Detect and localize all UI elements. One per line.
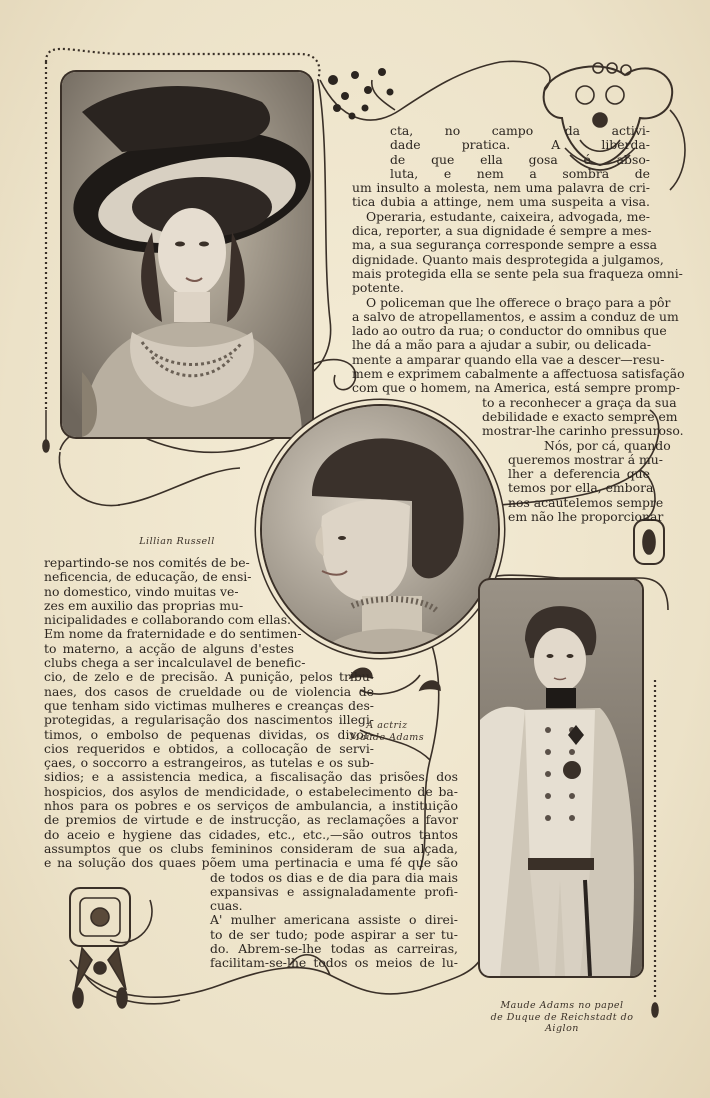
col2_lines-line: cios requeridos e obtidos, a collocação de servi- — [44, 740, 374, 756]
article-column-top — [352, 123, 685, 525]
col2_lines-line: do aceio e hygiene das cidades, etc., etc.,—são outros tantos — [44, 826, 458, 842]
col1_lines-line: dica, reporter, a sua dignidade é sempre a mes- — [352, 223, 652, 239]
col2_lines-line: que tenham sido victimas mulheres e creanças des- — [44, 697, 374, 713]
col1_lines-line: nos acautelemos sempre — [508, 494, 664, 510]
col1_lines-line: temos por ella, embora — [508, 480, 654, 496]
caption-line: Maude Adams no papel — [500, 1000, 624, 1011]
col2_lines-line: repartindo-se nos comités de be- — [44, 555, 250, 570]
article-column-bottom — [44, 556, 458, 971]
col1_lines-line: O policeman que lhe offerece o braço para a pôr — [366, 294, 671, 310]
col1_lines-line: ma, a sua segurança corresponde sempre a essa — [352, 237, 658, 253]
caption-line: A actriz — [366, 720, 408, 731]
col1_lines-line: queremos mostrar á mu- — [508, 451, 663, 467]
caption-maude-adams-actress — [322, 720, 452, 743]
col2_lines-line: de todos os dias e de dia para dia mais — [210, 869, 458, 885]
col1_lines-line: cta, no campo da activi- — [390, 123, 650, 138]
col2_lines-line: çaes, o soccorro a estrangeiros, as tutelas e os sub- — [44, 755, 374, 771]
col2_lines-line: nicipalidades e collaborando com ellas. — [44, 612, 291, 628]
caption-line: de Duque de Reichstadt do — [490, 1011, 634, 1023]
col2_lines-line: de premios de virtude e de instrucção, as reclamações a favor — [44, 812, 458, 828]
caption-maude-adams-aiglon — [472, 1000, 652, 1035]
photo-maude-adams-costume — [480, 580, 642, 976]
photo-lillian-russell — [62, 72, 312, 437]
col1_lines-line: com que o homem, na America, está sempre promp- — [352, 380, 680, 396]
col2_lines-line: do. Abrem-se-lhe todas as carreiras, — [210, 941, 458, 957]
col1_lines-line: um insulto a molesta, nem uma palavra de cri- — [352, 180, 650, 196]
col1_lines-line: mente a amparar quando ella vae a descer—resu- — [352, 351, 665, 367]
col1_lines-line: em não lhe proporcionar — [508, 509, 664, 525]
col1_lines-line: Nós, por cá, quando — [544, 437, 671, 453]
col1_lines-line: to a reconhecer a graça da sua — [482, 394, 677, 410]
col1_lines-line: potente. — [352, 280, 404, 296]
col1_lines-line: mem e exprimem cabalmente a affectuosa satisfação — [352, 366, 685, 382]
col1_lines-line: luta, e nem a sombra de — [390, 165, 650, 181]
col2_lines-line: naes, dos casos de crueldade ou de violencia de — [44, 683, 374, 699]
caption-line: Aiglon — [545, 1023, 579, 1034]
col2_lines-line: clubs chega a ser incalculavel de benefic- — [44, 655, 306, 671]
col1_lines-line: Operaria, estudante, caixeira, advogada, me- — [366, 208, 650, 224]
col2_lines-line: protegidas, a regularisação dos nascimentos illegi- — [44, 712, 374, 728]
col2_lines-line: cuas. — [210, 898, 243, 914]
col1_lines-line: lhe dá a mão para a ajudar a subir, ou delicada- — [352, 337, 652, 353]
col2_lines-line: nhos para os pobres e os serviços de ambulancia, a instituição — [44, 798, 458, 814]
col1_lines-line: lher a deferencia que — [508, 466, 650, 482]
col2_lines-line: neficencia, de educação, de ensi- — [44, 569, 252, 585]
col1_lines-line: a salvo de atropellamentos, e assim a conduz de um — [352, 308, 679, 324]
col2_lines-line: sidios; e a assistencia medica, a fiscalisação das prisões, dos — [44, 769, 458, 785]
col1_lines-line: dade pratica. A liberda- — [390, 137, 650, 153]
col1_lines-line: lado ao outro da rua; o conductor do omnibus que — [352, 323, 667, 339]
col2_lines-line: assumptos que os clubs femininos consideram de sua alçada, — [44, 840, 458, 856]
col2_lines-line: cio, de zelo e de precisão. A punição, pelos tribu- — [44, 669, 374, 685]
col2_lines-line: zes em auxilio das proprias mu- — [44, 597, 244, 613]
col2_lines-line: e na solução dos quaes põem uma pertinacia e uma fé que são — [44, 855, 458, 871]
col1_lines-line: dignidade. Quanto mais desprotegida a julgamos, — [352, 251, 664, 267]
col2_lines-line: to de ser tudo; pode aspirar a ser tu- — [210, 926, 458, 942]
caption-lillian-russell: Lillian Russell — [139, 536, 215, 547]
col2_lines-line: expansivas e assignaladamente profi- — [210, 883, 458, 899]
col1_lines-line: de que ella gosa é abso- — [390, 151, 650, 167]
col2_lines-line: Em nome da fraternidade e do sentimen- — [44, 626, 302, 642]
col1_lines-line: mais protegida ella se sente pela sua fraqueza omni- — [352, 265, 683, 281]
col2_lines-line: to materno, a acção de alguns d'estes — [44, 640, 294, 656]
caption-line: Maude Adams — [349, 731, 425, 743]
col2_lines-line: A' mulher americana assiste o direi- — [210, 912, 458, 928]
col1_lines-line: tica dubia a attinge, nem uma suspeita a visa. — [352, 194, 650, 210]
col2_lines-line: facilitam-se-lhe todos os meios de lu- — [210, 955, 458, 971]
col2_lines-line: timos, o embolso de pequenas dividas, os divor- — [44, 726, 374, 742]
col2_lines-line: no domestico, vindo muitas ve- — [44, 583, 239, 599]
col1_lines-line: mostrar-lhe carinho pressuroso. — [482, 423, 684, 439]
col2_lines-line: hospicios, dos asylos de mendicidade, o estabelecimento de ba- — [44, 783, 458, 799]
col1_lines-line: debilidade e exacto sempre em — [482, 408, 678, 424]
